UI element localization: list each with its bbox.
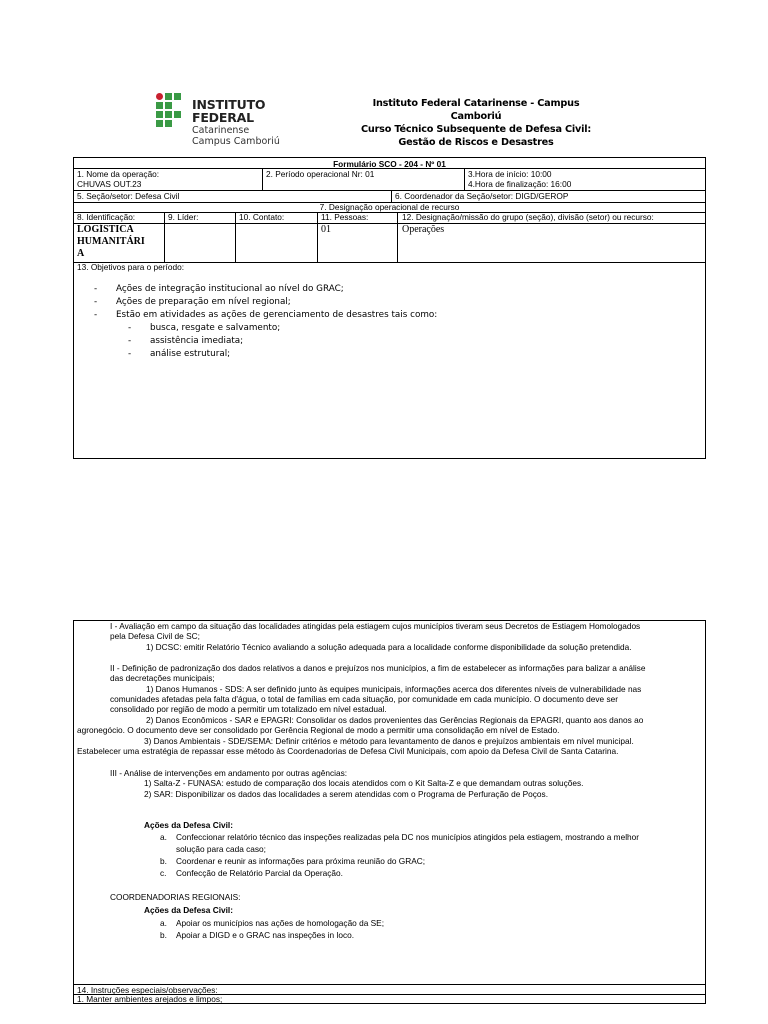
activities-box — [73, 620, 706, 1004]
list-item: - Estão em atividades as ações de gerenciamento de desastres tais como: — [94, 310, 438, 320]
list-item: - Ações de preparação em nível regional; — [94, 297, 291, 307]
regional-title: COORDENADORIAS REGIONAIS: — [110, 892, 241, 902]
column-contact: 10. Contato: — [239, 212, 285, 222]
action-marker: b. — [160, 930, 167, 940]
designation-title: 7. Designação operacional de recurso — [319, 202, 460, 212]
activity-line: 2) SAR: Disponibilizar os dados das localidades a serem atendidas com o Programa de Perfuração de Poços. — [144, 789, 548, 799]
institute-logo — [156, 93, 326, 147]
activity-line: II - Definição de padronização dos dados relativos a danos e prejuízos nos municípios, a fim de estabelecer as informações para balizar a análise — [110, 663, 646, 673]
column-people: 11. Pessoas: — [321, 212, 369, 222]
logo-line-1: INSTITUTO FEDERAL — [192, 97, 266, 125]
objective-text: Estão em atividades as ações de gerenciamento de desastres tais como: — [116, 310, 438, 320]
action-text: Apoiar os municípios nas ações de homologação da SE; — [176, 918, 385, 928]
list-item: - busca, resgate e salvamento; — [128, 323, 281, 333]
sub-objective-text: busca, resgate e salvamento; — [150, 323, 281, 333]
mission-value: Operações — [402, 224, 445, 235]
header-title-line: Instituto Federal Catarinense - Campus Camboriú — [372, 98, 580, 122]
objective-text: Ações de preparação em nível regional; — [116, 297, 291, 307]
header-title-line: Gestão de Riscos e Desastres — [398, 137, 554, 148]
logo-square-icon — [156, 120, 163, 127]
activity-line: 3) Danos Ambientais - SDE/SEMA: Definir critérios e método para levantamento de danos e prejuízos ambientais em nível municipal. — [144, 736, 634, 746]
activity-line: comunidades afetadas pela falta d'água, o total de famílias em cada situação, por comunidade em cada município. O documento deve ser — [110, 694, 618, 704]
action-text: Apoiar a DIGD e o GRAC nas inspeções in loco. — [176, 930, 355, 940]
operation-name-value: CHUVAS OUT.23 — [77, 179, 142, 189]
logo-line-3: Campus Camboriú — [192, 135, 280, 147]
action-text: Confecção de Relatório Parcial da Operação. — [176, 868, 343, 878]
logo-square-icon — [165, 120, 172, 127]
activity-line: agronegócio. O documento deve ser consolidado por Gerência Regional de modo a permitir uma consolidação em nível de Estado. — [77, 725, 560, 735]
logo-square-icon — [156, 111, 163, 118]
logo-square-icon — [165, 111, 172, 118]
logo-line-2: Catarinense — [192, 125, 250, 136]
table-rule — [235, 212, 236, 262]
activity-line: 1) Danos Humanos - SDS: A ser definido junto às equipes municipais, informações acerca dos diferentes níveis de vulnerabilidade nas — [146, 684, 642, 694]
people-value: 01 — [321, 224, 331, 235]
logo-square-icon — [165, 93, 172, 100]
objectives-label: 13. Objetivos para o período: — [77, 262, 185, 272]
logo-square-icon — [156, 102, 163, 109]
action-marker: a. — [160, 918, 167, 928]
activity-line: III - Análise de intervenções em andamento por outras agências: — [110, 768, 348, 778]
activity-line: Estabelecer uma estratégia de repassar esse método às Coordenadorias de Defesa Civil Municipais, com apoio da Defesa Civil de Santa Catarina. — [77, 746, 619, 756]
operation-name-label: 1. Nome da operação: — [77, 169, 160, 179]
logo-square-icon — [174, 111, 181, 118]
table-rule — [262, 168, 263, 190]
logo-dot-icon — [156, 93, 163, 100]
logo-square-icon — [174, 93, 181, 100]
objective-text: Ações de integração institucional ao nível do GRAC; — [116, 284, 344, 294]
instructions-label: 14. Instruções especiais/observações: — [77, 985, 218, 995]
table-rule — [391, 190, 392, 202]
action-marker: c. — [160, 868, 167, 878]
document-header-title — [356, 97, 596, 149]
identification-value — [77, 224, 145, 260]
column-identification: 8. Identificação: — [77, 212, 136, 222]
end-time: 4.Hora de finalização: 16:00 — [468, 179, 572, 189]
activity-line: 1) DCSC: emitir Relatório Técnico avaliando a solução adequada para a localidade conforme disponibilidade da solução pretendida. — [146, 642, 632, 652]
coordinator-field: 6. Coordenador da Seção/setor: DIGD/GEROP — [395, 191, 569, 201]
start-time: 3.Hora de início: 10:00 — [468, 169, 552, 179]
column-leader: 9. Líder: — [168, 212, 199, 222]
activity-line: 2) Danos Econômicos - SAR e EPAGRI: Consolidar os dados provenientes das Gerências Regionais da EPAGRI, quanto aos danos ao — [146, 715, 644, 725]
action-text: Confeccionar relatório técnico das inspeções realizadas pela DC nos municípios atingidos pela estiagem, mostrando a melhor — [176, 832, 640, 842]
form-title: Formulário SCO - 204 - Nº 01 — [333, 159, 446, 169]
identification-line: A — [77, 248, 85, 259]
column-mission: 12. Designação/missão do grupo (seção), divisão (setor) ou recurso: — [402, 212, 654, 222]
table-rule — [74, 223, 705, 224]
actions-title: Ações da Defesa Civil: — [144, 820, 233, 830]
activity-line: 1) Salta-Z - FUNASA: estudo de comparação dos locais atendidos com o Kit Salta-Z e que demandam outras soluções. — [144, 778, 584, 788]
section-field: 5. Seção/setor: Defesa Civil — [77, 191, 180, 201]
table-rule — [464, 168, 465, 190]
action-text: Coordenar e reunir as informações para próxima reunião do GRAC; — [176, 856, 426, 866]
action-text: solução para cada caso; — [176, 844, 266, 854]
sub-objective-text: análise estrutural; — [150, 349, 231, 359]
logo-text — [192, 99, 326, 146]
header-title-line: Curso Técnico Subsequente de Defesa Civil: — [360, 124, 592, 135]
activity-line: pela Defesa Civil de SC; — [110, 631, 200, 641]
logo-square-icon — [165, 102, 172, 109]
list-item: - assistência imediata; — [128, 336, 244, 346]
table-rule — [317, 212, 318, 262]
list-item: - análise estrutural; — [128, 349, 231, 359]
identification-line: LOGÍSTICA — [77, 224, 134, 235]
table-rule — [397, 212, 398, 262]
list-item: - Ações de integração institucional ao nível do GRAC; — [94, 284, 344, 294]
sub-objective-text: assistência imediata; — [150, 336, 244, 346]
sco-form-table — [73, 157, 706, 459]
instruction-item: 1. Manter ambientes arejados e limpos; — [77, 994, 223, 1004]
action-marker: a. — [160, 832, 167, 842]
activity-line: consolidado por região de modo a permitir um totalizado em nível estadual. — [110, 704, 387, 714]
operational-period: 2. Período operacional Nr: 01 — [266, 169, 375, 179]
objectives-list — [94, 283, 437, 361]
identification-line: HUMANITÁRI — [77, 236, 145, 247]
regional-actions-title: Ações da Defesa Civil: — [144, 905, 233, 915]
action-marker: b. — [160, 856, 167, 866]
table-rule — [164, 212, 165, 262]
activity-line: das decretações municipais; — [110, 673, 215, 683]
activity-line: I - Avaliação em campo da situação das localidades atingidas pela estiagem cujos municípios tiveram seus Decretos de Estiagem Homologados — [110, 621, 641, 631]
